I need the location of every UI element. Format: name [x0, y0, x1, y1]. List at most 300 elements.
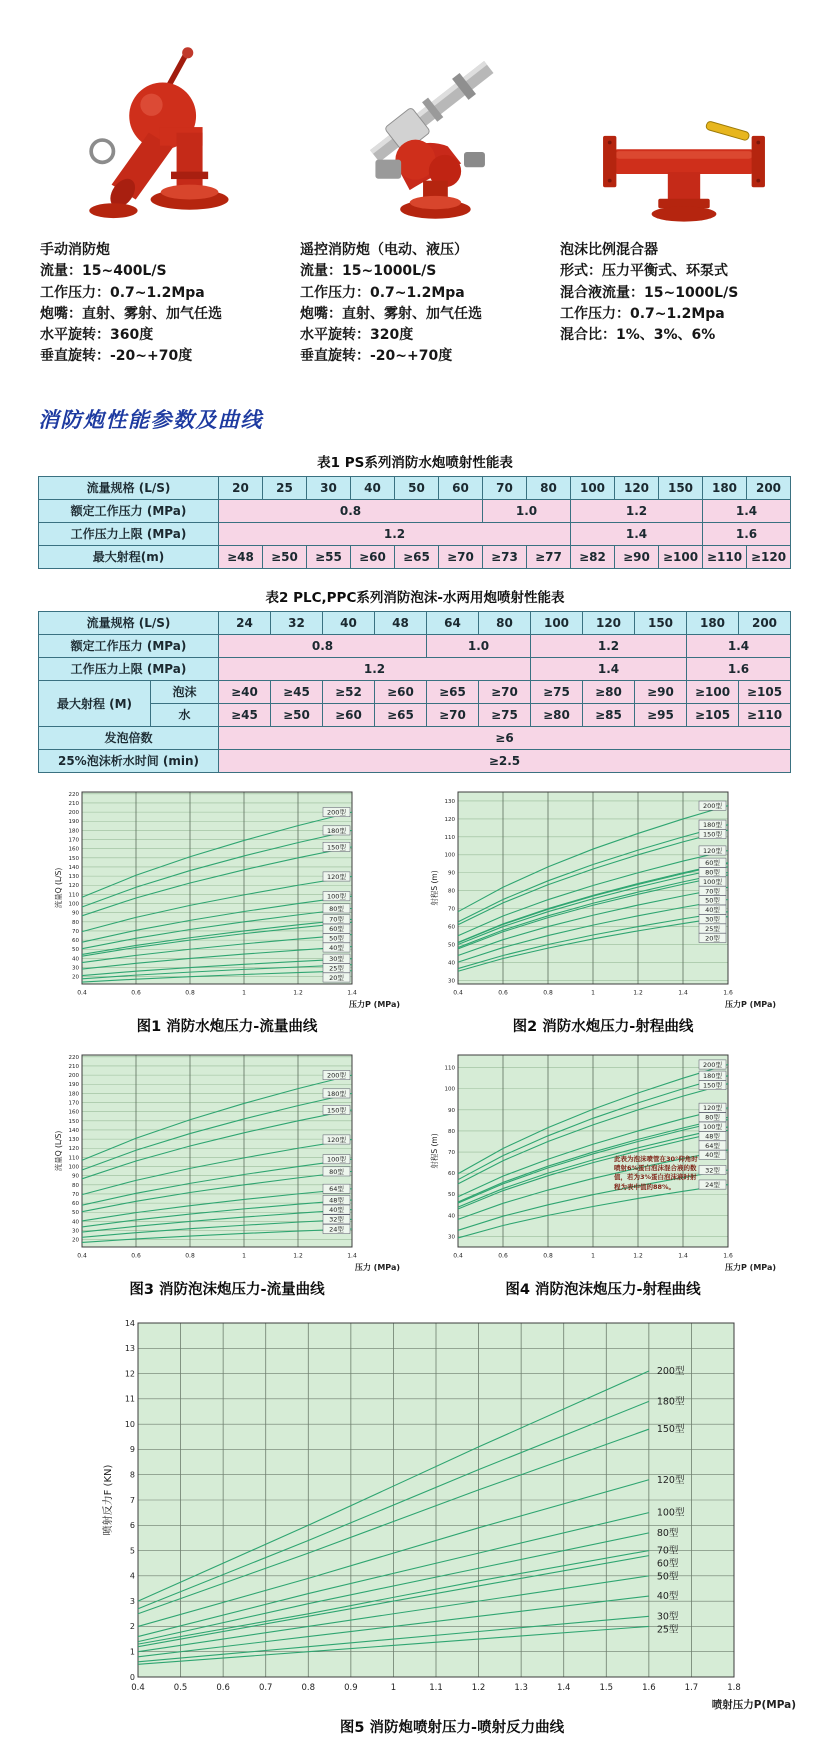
table-row — [39, 749, 791, 772]
svg-text:7: 7 — [129, 1495, 135, 1505]
svg-text:200型: 200型 — [327, 808, 346, 817]
product-name: 手动消防炮 — [40, 242, 110, 258]
table-cell: 25 — [263, 476, 307, 499]
product-manual-monitor — [40, 26, 288, 368]
table-cell: ≥85 — [583, 703, 635, 726]
table-cell: 64 — [427, 611, 479, 634]
chart1-caption: 图1 消防水炮压力-流量曲线 — [136, 1018, 318, 1035]
svg-text:1: 1 — [591, 1252, 595, 1260]
svg-text:150型: 150型 — [703, 830, 722, 839]
svg-text:220: 220 — [68, 791, 79, 798]
svg-text:50: 50 — [72, 1209, 79, 1216]
svg-text:120型: 120型 — [703, 846, 722, 855]
table-cell: 50 — [395, 476, 439, 499]
remote-fire-monitor-illustration — [324, 34, 524, 232]
svg-text:80型: 80型 — [656, 1527, 679, 1539]
table-cell: 150 — [659, 476, 703, 499]
svg-text:140: 140 — [68, 864, 79, 871]
table-cell: 32 — [271, 611, 323, 634]
svg-text:120: 120 — [68, 1145, 79, 1152]
table-cell: 1.6 — [687, 657, 791, 680]
table-cell: ≥82 — [571, 545, 615, 568]
chart5-caption: 图5 消防炮喷射压力-喷射反力曲线 — [339, 1719, 565, 1736]
svg-text:110: 110 — [444, 1065, 455, 1072]
table-cell: 180 — [703, 476, 747, 499]
table-row — [39, 545, 791, 568]
remote-monitor-image — [300, 26, 548, 232]
svg-text:1.4: 1.4 — [678, 1252, 688, 1260]
svg-text:180型: 180型 — [327, 826, 346, 835]
svg-text:100型: 100型 — [327, 892, 346, 901]
svg-text:220: 220 — [68, 1054, 79, 1061]
svg-text:40型: 40型 — [705, 1150, 720, 1159]
svg-text:150型: 150型 — [656, 1423, 685, 1435]
svg-text:100型: 100型 — [656, 1507, 685, 1519]
svg-text:70型: 70型 — [705, 886, 720, 895]
table-cell: ≥95 — [635, 703, 687, 726]
table-row — [39, 476, 791, 499]
product-spec: 流量：15~400L/S — [40, 263, 167, 280]
table-cell: 40 — [351, 476, 395, 499]
svg-text:80型: 80型 — [705, 1113, 720, 1122]
svg-text:1.2: 1.2 — [471, 1682, 486, 1693]
table-cell: ≥80 — [531, 703, 583, 726]
table-cell: 80 — [479, 611, 531, 634]
svg-text:50型: 50型 — [329, 934, 344, 943]
svg-text:24型: 24型 — [705, 1180, 720, 1189]
table-cell: ≥60 — [323, 703, 375, 726]
table-cell: 0.8 — [219, 499, 483, 522]
svg-text:80: 80 — [448, 1128, 455, 1135]
svg-text:14: 14 — [124, 1318, 135, 1328]
product-spec: 工作压力：0.7~1.2Mpa — [300, 284, 465, 301]
svg-text:60: 60 — [72, 1200, 79, 1207]
table-cell: 80 — [527, 476, 571, 499]
svg-text:110: 110 — [444, 834, 455, 841]
manual-monitor-specs — [40, 240, 288, 368]
svg-text:20型: 20型 — [329, 973, 344, 982]
svg-text:40型: 40型 — [329, 943, 344, 952]
table-cell: 泡沫 — [151, 680, 219, 703]
svg-text:200: 200 — [68, 1072, 79, 1079]
chart2-caption: 图2 消防水炮压力-射程曲线 — [512, 1018, 694, 1035]
svg-text:1: 1 — [390, 1682, 397, 1693]
svg-text:24型: 24型 — [329, 1224, 344, 1233]
table-cell: 30 — [307, 476, 351, 499]
table-cell: ≥105 — [739, 680, 791, 703]
table-cell: ≥52 — [323, 680, 375, 703]
table-cell: 0.8 — [219, 634, 427, 657]
svg-text:0: 0 — [129, 1672, 135, 1682]
svg-text:射程S (m): 射程S (m) — [430, 1132, 439, 1169]
svg-text:60: 60 — [448, 924, 455, 931]
table-cell: ≥90 — [635, 680, 687, 703]
svg-text:0.4: 0.4 — [453, 989, 463, 997]
table-cell: ≥77 — [527, 545, 571, 568]
table2-title: 表2 PLC,PPC系列消防泡沫-水两用炮喷射性能表 — [265, 589, 565, 606]
products-section — [0, 0, 830, 368]
svg-text:0.8: 0.8 — [543, 1252, 553, 1260]
svg-text:0.5: 0.5 — [173, 1682, 188, 1693]
product-name: 泡沫比例混合器 — [560, 242, 658, 258]
svg-text:流量Q (L/S): 流量Q (L/S) — [54, 867, 63, 908]
svg-text:2: 2 — [129, 1621, 135, 1631]
table-cell: 1.2 — [219, 522, 571, 545]
table-cell: ≥55 — [307, 545, 351, 568]
svg-text:1.2: 1.2 — [293, 989, 303, 997]
table-cell: 1.2 — [531, 634, 687, 657]
table-cell: 1.4 — [571, 522, 703, 545]
product-spec: 炮嘴：直射、雾射、加气任选 — [40, 305, 222, 322]
chart-svg-4 — [428, 1049, 778, 1273]
svg-text:0.6: 0.6 — [131, 1252, 141, 1260]
svg-text:60型: 60型 — [705, 858, 720, 867]
table-cell: ≥60 — [375, 680, 427, 703]
chart5-block — [102, 1313, 802, 1737]
svg-text:100型: 100型 — [327, 1155, 346, 1164]
svg-text:40: 40 — [72, 1218, 79, 1225]
table-cell: ≥75 — [531, 680, 583, 703]
product-spec: 水平旋转：320度 — [300, 327, 414, 344]
svg-text:110: 110 — [68, 891, 79, 898]
table-cell: ≥75 — [479, 703, 531, 726]
svg-text:30: 30 — [448, 977, 455, 984]
svg-text:150型: 150型 — [327, 842, 346, 851]
table-cell: ≥70 — [479, 680, 531, 703]
svg-text:0.8: 0.8 — [185, 989, 195, 997]
product-remote-monitor — [300, 26, 548, 368]
svg-text:0.4: 0.4 — [77, 1252, 87, 1260]
table-cell: 120 — [615, 476, 659, 499]
svg-text:3: 3 — [129, 1596, 135, 1606]
svg-text:1.2: 1.2 — [633, 1252, 643, 1260]
svg-text:60型: 60型 — [656, 1558, 679, 1570]
table-cell: 发泡倍数 — [39, 726, 219, 749]
svg-text:160: 160 — [68, 846, 79, 853]
svg-text:0.8: 0.8 — [301, 1682, 316, 1693]
svg-text:1.2: 1.2 — [633, 989, 643, 997]
svg-text:120型: 120型 — [327, 872, 346, 881]
svg-text:11: 11 — [124, 1394, 135, 1404]
product-name: 遥控消防炮（电动、液压） — [300, 242, 468, 258]
chart4-caption: 图4 消防泡沫炮压力-射程曲线 — [505, 1281, 701, 1298]
svg-text:喷射反力F (KN): 喷射反力F (KN) — [103, 1464, 114, 1535]
table-cell: 180 — [687, 611, 739, 634]
svg-text:1.4: 1.4 — [678, 989, 688, 997]
svg-text:48型: 48型 — [705, 1132, 720, 1141]
svg-text:20: 20 — [72, 974, 79, 981]
table-cell: 40 — [323, 611, 375, 634]
table-cell: 1.0 — [427, 634, 531, 657]
svg-text:1.4: 1.4 — [347, 989, 357, 997]
svg-text:64型: 64型 — [329, 1184, 344, 1193]
svg-text:150: 150 — [68, 855, 79, 862]
svg-text:1.4: 1.4 — [556, 1682, 571, 1693]
chart-svg-1 — [52, 786, 402, 1010]
svg-text:90: 90 — [448, 1107, 455, 1114]
table-cell: 最大射程(m) — [39, 545, 219, 568]
svg-text:40: 40 — [72, 955, 79, 962]
svg-text:25型: 25型 — [656, 1623, 679, 1635]
table-cell: 60 — [439, 476, 483, 499]
svg-text:90: 90 — [72, 1173, 79, 1180]
svg-text:150型: 150型 — [327, 1105, 346, 1114]
svg-text:180型: 180型 — [703, 820, 722, 829]
table-cell: 1.2 — [219, 657, 531, 680]
svg-text:50: 50 — [72, 946, 79, 953]
product-spec: 垂直旋转：-20~+70度 — [40, 348, 193, 365]
product-spec: 水平旋转：360度 — [40, 327, 154, 344]
remote-monitor-specs — [300, 240, 548, 368]
svg-text:80: 80 — [72, 1182, 79, 1189]
section-title: 消防炮性能参数及曲线 — [38, 407, 263, 432]
table-cell: ≥50 — [271, 703, 323, 726]
svg-text:1: 1 — [242, 989, 246, 997]
chart2-block — [428, 786, 778, 1036]
svg-text:150型: 150型 — [703, 1081, 722, 1090]
svg-text:1.7: 1.7 — [684, 1682, 699, 1693]
proportioner-image — [560, 26, 808, 232]
svg-text:80型: 80型 — [705, 868, 720, 877]
table-cell: 工作压力上限 (MPa) — [39, 522, 219, 545]
svg-text:50: 50 — [448, 942, 455, 949]
svg-text:压力P (MPa): 压力P (MPa) — [725, 999, 776, 1009]
table-cell: 1.4 — [687, 634, 791, 657]
chart3-pressure-flow-foam — [52, 1049, 402, 1277]
chart4-pressure-range-foam — [428, 1049, 778, 1277]
svg-text:180型: 180型 — [703, 1071, 722, 1080]
product-spec: 混合液流量：15~1000L/S — [560, 284, 739, 301]
svg-text:32型: 32型 — [329, 1215, 344, 1224]
table-cell: 100 — [571, 476, 615, 499]
svg-text:60: 60 — [448, 1170, 455, 1177]
product-foam-proportioner — [560, 26, 808, 368]
table-cell: ≥70 — [427, 703, 479, 726]
svg-text:110: 110 — [68, 1154, 79, 1161]
chart3-caption: 图3 消防泡沫炮压力-流量曲线 — [129, 1281, 325, 1298]
product-spec: 混合比：1%、3%、6% — [560, 327, 716, 344]
svg-text:压力P (MPa): 压力P (MPa) — [349, 999, 400, 1009]
svg-text:40型: 40型 — [329, 1205, 344, 1214]
svg-text:流量Q (L/S): 流量Q (L/S) — [54, 1130, 63, 1171]
svg-text:0.9: 0.9 — [344, 1682, 358, 1693]
svg-text:9: 9 — [129, 1444, 135, 1454]
table-row — [39, 611, 791, 634]
chart4-block — [428, 1049, 778, 1299]
chart4-note: 此表为泡沫喷管在30°仰角时喷射6%蛋白泡沫混合液的数值，若为3%蛋白泡沫液时射程为表中值的88%。 — [614, 1154, 698, 1191]
svg-text:1.3: 1.3 — [514, 1682, 528, 1693]
svg-text:70型: 70型 — [329, 915, 344, 924]
svg-text:6: 6 — [129, 1520, 135, 1530]
chart-svg-5 — [102, 1313, 798, 1711]
svg-text:0.6: 0.6 — [131, 989, 141, 997]
table-row — [39, 726, 791, 749]
svg-text:1.2: 1.2 — [293, 1252, 303, 1260]
svg-text:90: 90 — [72, 910, 79, 917]
svg-text:80: 80 — [448, 888, 455, 895]
table-cell: ≥50 — [263, 545, 307, 568]
table-cell: ≥6 — [219, 726, 791, 749]
svg-text:170: 170 — [68, 837, 79, 844]
table2-performance-table — [38, 611, 791, 773]
svg-text:40: 40 — [448, 1212, 455, 1219]
table-cell: 1.4 — [703, 499, 791, 522]
svg-text:40: 40 — [448, 959, 455, 966]
svg-text:0.6: 0.6 — [498, 989, 508, 997]
table-cell: 水 — [151, 703, 219, 726]
svg-text:5: 5 — [129, 1545, 135, 1555]
table-cell: ≥90 — [615, 545, 659, 568]
svg-text:100: 100 — [68, 1164, 79, 1171]
svg-text:130: 130 — [68, 1136, 79, 1143]
table-cell: 70 — [483, 476, 527, 499]
table1-performance-table — [38, 476, 791, 569]
svg-text:0.4: 0.4 — [131, 1682, 145, 1693]
svg-text:1.5: 1.5 — [599, 1682, 614, 1693]
chart-svg-2 — [428, 786, 778, 1010]
svg-text:200: 200 — [68, 809, 79, 816]
svg-text:210: 210 — [68, 800, 79, 807]
svg-text:190: 190 — [68, 818, 79, 825]
table-cell: ≥65 — [375, 703, 427, 726]
svg-text:80: 80 — [72, 919, 79, 926]
svg-text:70: 70 — [448, 1149, 455, 1156]
product-spec: 形式：压力平衡式、环泵式 — [560, 263, 728, 280]
proportioner-specs — [560, 240, 808, 346]
svg-text:180: 180 — [68, 1090, 79, 1097]
svg-text:170: 170 — [68, 1100, 79, 1107]
svg-text:70: 70 — [72, 1191, 79, 1198]
table-cell: 100 — [531, 611, 583, 634]
table-row — [39, 499, 791, 522]
svg-text:210: 210 — [68, 1063, 79, 1070]
svg-text:30: 30 — [448, 1233, 455, 1240]
table-cell: ≥100 — [687, 680, 739, 703]
svg-text:20: 20 — [72, 1237, 79, 1244]
svg-text:10: 10 — [124, 1419, 135, 1429]
svg-text:120型: 120型 — [327, 1135, 346, 1144]
svg-text:130: 130 — [68, 873, 79, 880]
svg-text:60: 60 — [72, 937, 79, 944]
chart-svg-3 — [52, 1049, 402, 1273]
table-cell: 额定工作压力 (MPa) — [39, 634, 219, 657]
foam-proportioner-illustration — [584, 74, 784, 232]
table-cell: 最大射程 (M) — [39, 680, 151, 726]
table1-title: 表1 PS系列消防水炮喷射性能表 — [317, 454, 513, 471]
svg-text:100: 100 — [68, 901, 79, 908]
svg-text:200型: 200型 — [656, 1365, 685, 1377]
svg-text:50: 50 — [448, 1191, 455, 1198]
svg-text:30: 30 — [72, 1228, 79, 1235]
svg-text:30型: 30型 — [656, 1610, 679, 1622]
table-cell: 1.0 — [483, 499, 571, 522]
table-cell: ≥70 — [439, 545, 483, 568]
chart2-pressure-range-water — [428, 786, 778, 1014]
product-spec: 工作压力：0.7~1.2Mpa — [40, 284, 205, 301]
table-cell: 1.4 — [531, 657, 687, 680]
table-row — [39, 680, 791, 703]
svg-text:1.6: 1.6 — [642, 1682, 656, 1693]
table-cell: ≥2.5 — [219, 749, 791, 772]
svg-text:48型: 48型 — [329, 1195, 344, 1204]
table-cell: 流量规格 (L/S) — [39, 476, 219, 499]
svg-text:0.4: 0.4 — [77, 989, 87, 997]
table-cell: ≥73 — [483, 545, 527, 568]
svg-text:射程S (m): 射程S (m) — [430, 869, 439, 906]
table-cell: 25%泡沫析水时间 (min) — [39, 749, 219, 772]
charts-row-2 — [0, 1049, 830, 1299]
svg-text:120型: 120型 — [703, 1103, 722, 1112]
table-cell: 流量规格 (L/S) — [39, 611, 219, 634]
svg-text:喷射压力P(MPa): 喷射压力P(MPa) — [711, 1698, 796, 1711]
product-spec: 炮嘴：直射、雾射、加气任选 — [300, 305, 482, 322]
svg-text:130: 130 — [444, 798, 455, 805]
svg-text:32型: 32型 — [705, 1165, 720, 1174]
table-cell: 48 — [375, 611, 427, 634]
svg-text:0.7: 0.7 — [258, 1682, 273, 1693]
svg-text:0.6: 0.6 — [498, 1252, 508, 1260]
svg-text:0.6: 0.6 — [216, 1682, 230, 1693]
svg-text:120型: 120型 — [656, 1474, 685, 1486]
svg-text:压力P (MPa): 压力P (MPa) — [725, 1262, 776, 1272]
svg-text:0.4: 0.4 — [453, 1252, 463, 1260]
svg-text:200型: 200型 — [703, 1060, 722, 1069]
svg-text:1.6: 1.6 — [723, 989, 733, 997]
svg-text:0.8: 0.8 — [543, 989, 553, 997]
svg-text:100型: 100型 — [703, 877, 722, 886]
svg-text:80型: 80型 — [329, 904, 344, 913]
table-cell: 额定工作压力 (MPa) — [39, 499, 219, 522]
svg-text:190: 190 — [68, 1081, 79, 1088]
table-row — [39, 634, 791, 657]
svg-text:1: 1 — [129, 1647, 135, 1657]
svg-text:150: 150 — [68, 1118, 79, 1125]
table-row — [39, 657, 791, 680]
svg-text:30: 30 — [72, 965, 79, 972]
svg-text:70: 70 — [448, 906, 455, 913]
table-cell: ≥65 — [395, 545, 439, 568]
table-cell: 1.6 — [703, 522, 791, 545]
manual-monitor-image — [40, 26, 288, 232]
svg-text:30型: 30型 — [705, 915, 720, 924]
svg-text:1: 1 — [242, 1252, 246, 1260]
svg-text:80型: 80型 — [329, 1167, 344, 1176]
table-cell: 24 — [219, 611, 271, 634]
svg-text:1: 1 — [591, 989, 595, 997]
svg-text:50型: 50型 — [705, 896, 720, 905]
svg-text:12: 12 — [124, 1368, 135, 1378]
product-spec: 工作压力：0.7~1.2Mpa — [560, 305, 725, 322]
table-cell: 150 — [635, 611, 687, 634]
table-cell: ≥45 — [271, 680, 323, 703]
svg-text:100: 100 — [444, 1086, 455, 1093]
svg-text:40型: 40型 — [705, 905, 720, 914]
table-cell: 120 — [583, 611, 635, 634]
svg-text:1.4: 1.4 — [347, 1252, 357, 1260]
table-cell: ≥40 — [219, 680, 271, 703]
product-spec: 流量：15~1000L/S — [300, 263, 437, 280]
svg-text:100型: 100型 — [703, 1122, 722, 1131]
svg-text:1.8: 1.8 — [727, 1682, 741, 1693]
charts-row-1 — [0, 786, 830, 1036]
svg-text:120: 120 — [444, 816, 455, 823]
svg-text:200型: 200型 — [327, 1071, 346, 1080]
svg-text:140: 140 — [68, 1127, 79, 1134]
svg-text:8: 8 — [129, 1470, 135, 1480]
svg-text:1.6: 1.6 — [723, 1252, 733, 1260]
table-cell: ≥45 — [219, 703, 271, 726]
svg-text:30型: 30型 — [329, 954, 344, 963]
